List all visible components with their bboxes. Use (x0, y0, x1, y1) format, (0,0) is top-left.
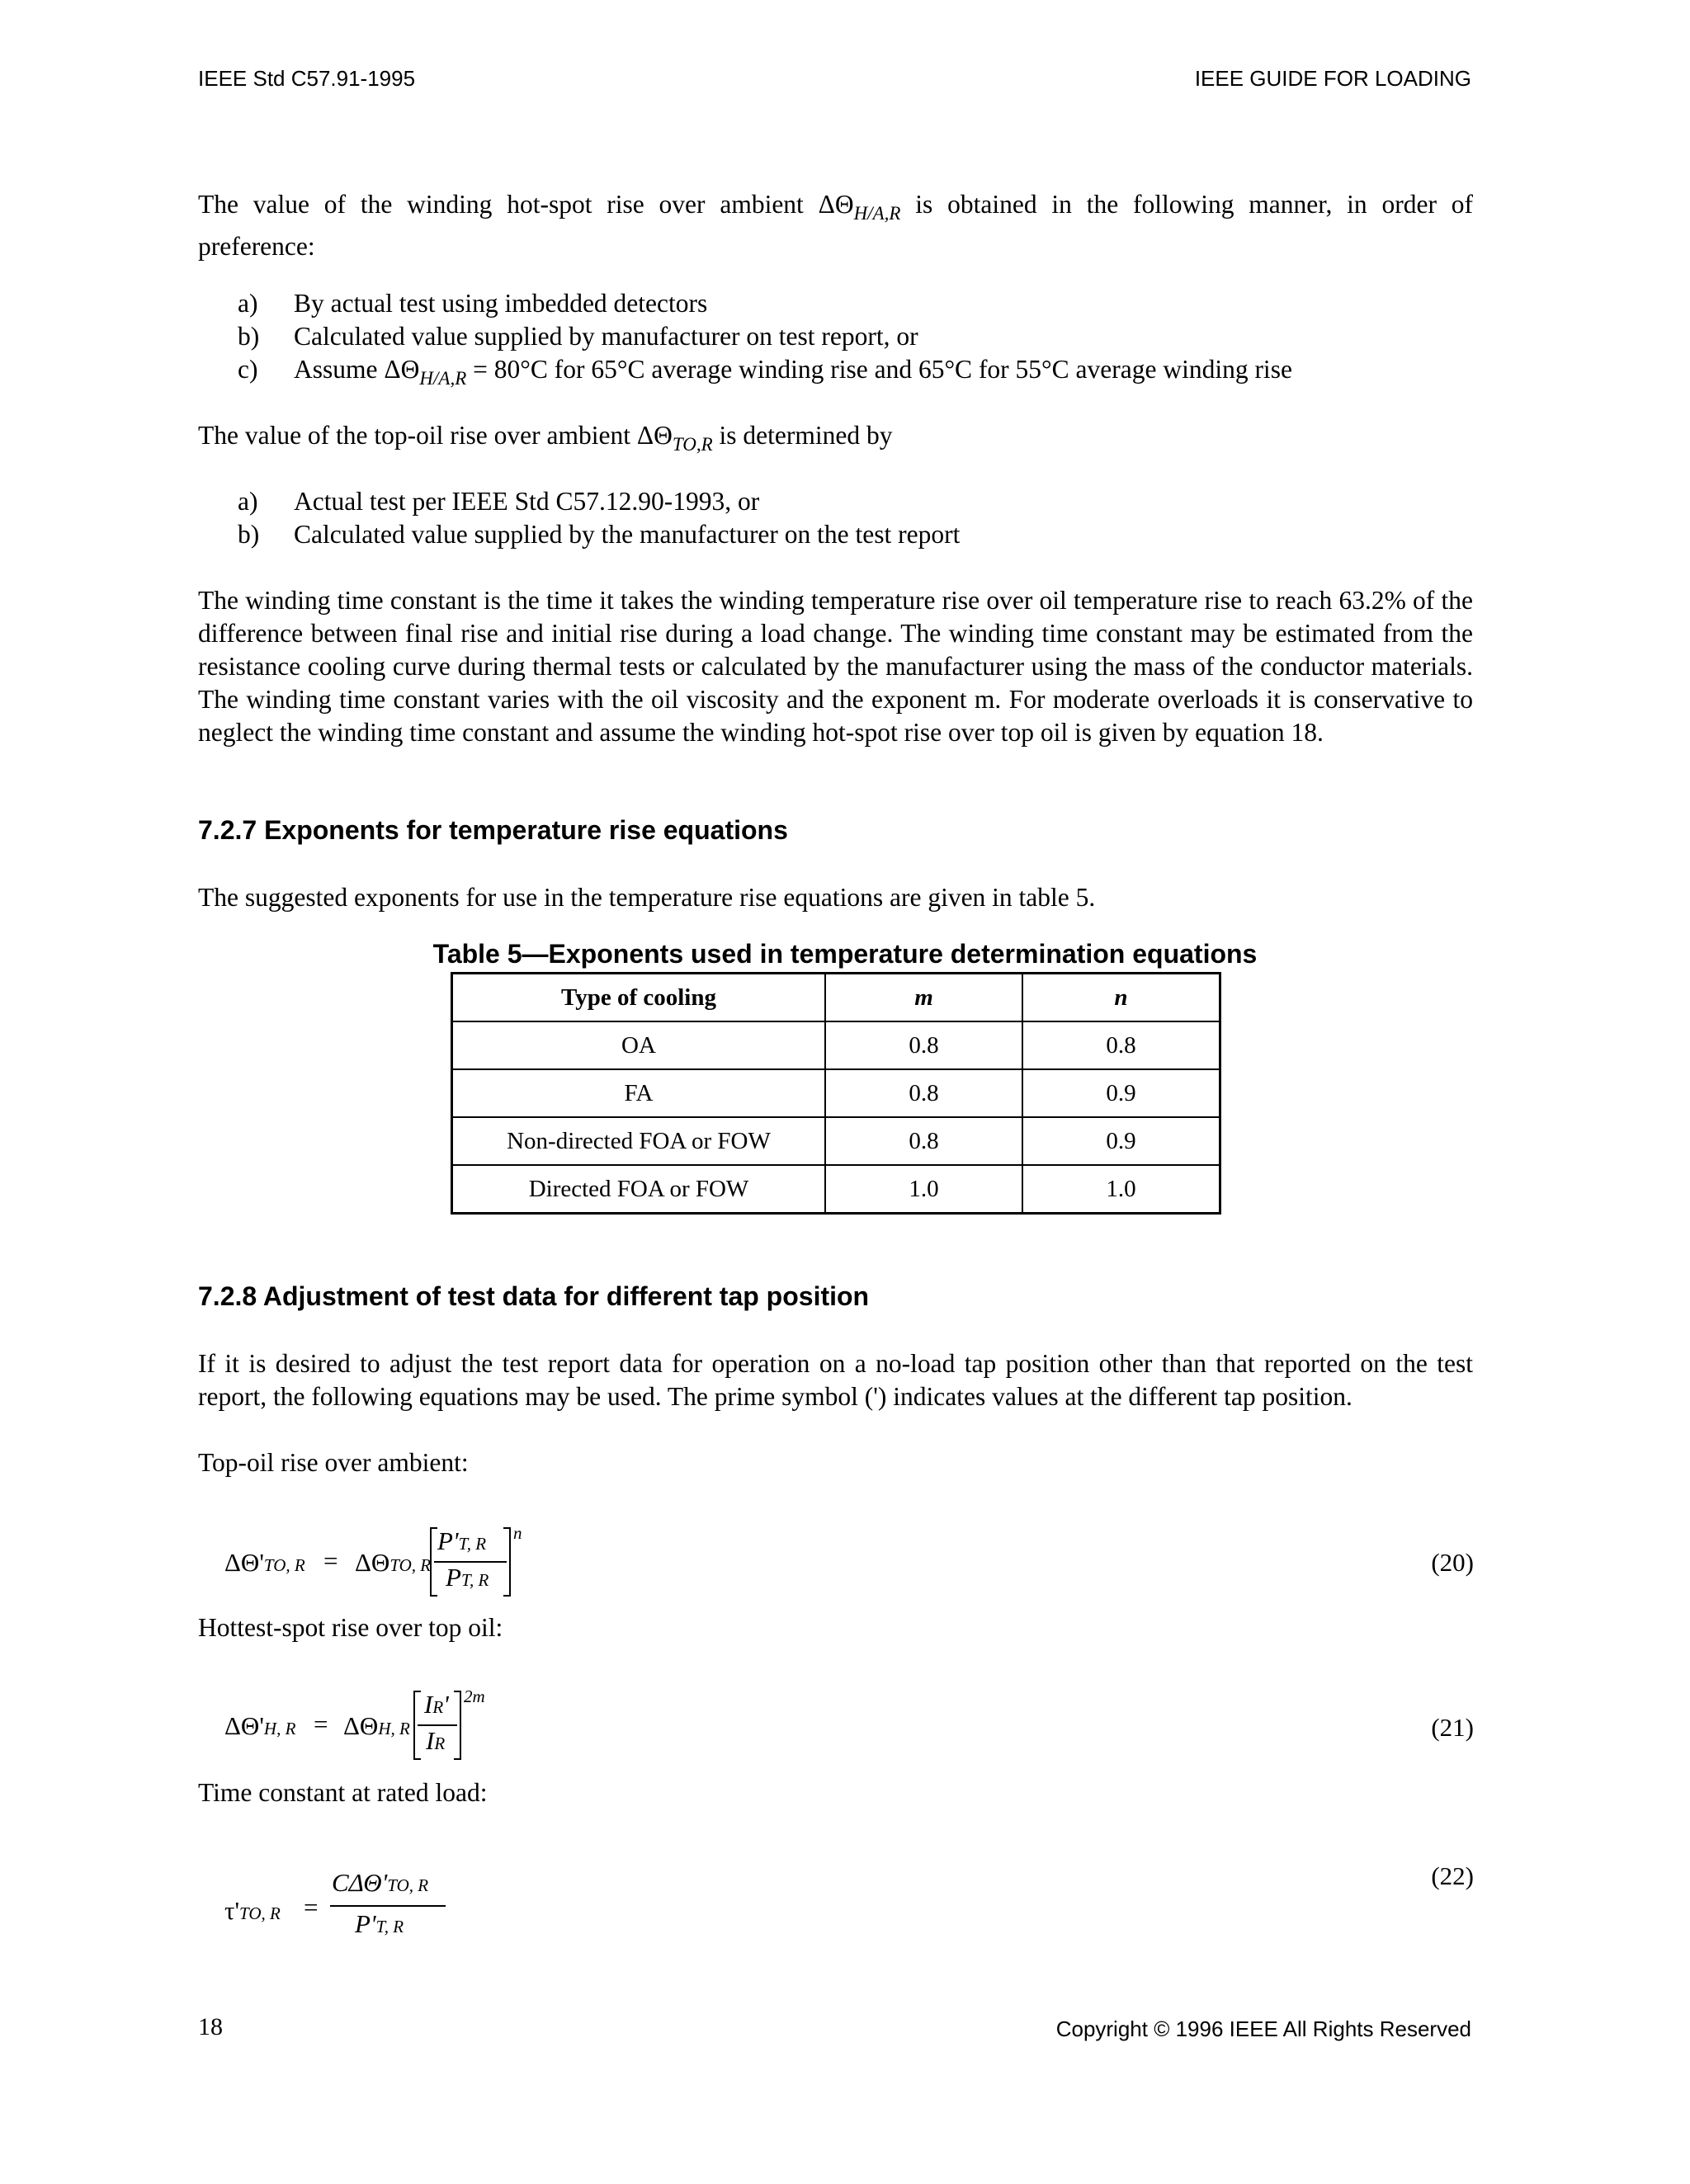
page-number: 18 (198, 2013, 223, 2040)
equation-20: ΔΘ'TO, R = ΔΘTO, R P'T, R PT, R n (198, 1517, 545, 1607)
column-header: Type of cooling (452, 974, 826, 1022)
table-cell: OA (452, 1021, 826, 1069)
bracket-frame (198, 1517, 545, 1607)
section-728-text: If it is desired to adjust the test report data for operation on a no-load tap position other than that reported on the test report, the following equations may be used. The prime symbol (') indicates values at the different tap position. (198, 1349, 1473, 1411)
table-cell: 0.8 (1022, 1021, 1220, 1069)
list-item: a) By actual test using imbedded detectors (238, 289, 708, 318)
hotspot-method-list (238, 287, 1292, 395)
running-header-left: IEEE Std C57.91-1995 (198, 66, 416, 91)
section-727-text: The suggested exponents for use in the temperature rise equations are given in table 5. (198, 883, 1096, 912)
table-cell: 1.0 (1022, 1165, 1220, 1214)
list-item: b) Calculated value supplied by manufacturer on test report, or (238, 322, 918, 351)
section-heading-7-2-7: 7.2.7 Exponents for temperature rise equations (198, 815, 788, 845)
section-heading-7-2-8: 7.2.8 Adjustment of test data for different tap position (198, 1281, 870, 1311)
table-cell: Non-directed FOA or FOW (452, 1117, 826, 1165)
table-cell: FA (452, 1069, 826, 1117)
intro-paragraph (198, 188, 1473, 263)
topoil-method-list (238, 485, 960, 551)
equation-number-20: (20) (1431, 1548, 1474, 1577)
winding-time-constant-paragraph: The winding time constant is the time it takes the winding temperature rise over oil temperature rise to reach 63.2% of the difference between final rise and initial rise during a load change. The winding time constant may be estimated from the resistance cooling curve during thermal tests or calculated by the manufacturer using the mass of the conductor materials. The winding time constant varies with the oil viscosity and the exponent m. For moderate overloads it is conservative to neglect the winding time constant and assume the winding hot-spot rise over top oil is given by equation 18. (198, 586, 1473, 747)
table-row (452, 1117, 1220, 1165)
bracket-frame (198, 1680, 545, 1771)
table-header-row (452, 974, 1220, 1022)
equation-number-21: (21) (1431, 1713, 1474, 1742)
equation-22-label: Time constant at rated load: (198, 1778, 488, 1807)
list-item: a) Actual test per IEEE Std C57.12.90-1993, or (238, 487, 760, 516)
equation-22: τ'TO, R = CΔΘ'TO, R P'T, R (198, 1845, 545, 1952)
table-cell: 0.9 (1022, 1117, 1220, 1165)
table-row (452, 1069, 1220, 1117)
topoil-paragraph: The value of the top-oil rise over ambient $\Delta\Theta_{TO,R}$ is determined by (198, 421, 893, 455)
list-item: c) Assume $\Delta\Theta_{H/A,R} = 80^\circ C$ for 65°C average winding rise and 65°C for 55°C average winding rise (238, 355, 1292, 389)
table-row (452, 1165, 1220, 1214)
table-cell: 1.0 (825, 1165, 1022, 1214)
copyright-notice: Copyright © 1996 IEEE All Rights Reserved (1055, 2017, 1471, 2041)
table-caption: Table 5—Exponents used in temperature determination equations (432, 939, 1258, 969)
table-cell: 0.9 (1022, 1069, 1220, 1117)
exponents-table (451, 972, 1221, 1215)
table-row (452, 1021, 1220, 1069)
equation-21: ΔΘ'H, R = ΔΘH, R IR' IR 2m (198, 1680, 545, 1771)
intro-line-2: preference: (198, 232, 315, 261)
column-header: n (1022, 974, 1220, 1022)
intro-line-1: The value of the winding hot-spot rise over ambient $\Delta\Theta_{H/A,R}$ is obtained in the following manner, in order of (198, 190, 1473, 224)
table-cell: 0.8 (825, 1069, 1022, 1117)
column-header: m (825, 974, 1022, 1022)
equation-20-label: Top-oil rise over ambient: (198, 1448, 469, 1477)
table-cell: 0.8 (825, 1117, 1022, 1165)
list-item: b) Calculated value supplied by the manufacturer on the test report (238, 520, 961, 549)
equation-number-22: (22) (1431, 1861, 1474, 1890)
table-cell: Directed FOA or FOW (452, 1165, 826, 1214)
table-cell: 0.8 (825, 1021, 1022, 1069)
running-header-right: IEEE GUIDE FOR LOADING (1194, 66, 1471, 91)
equation-21-label: Hottest-spot rise over top oil: (198, 1613, 503, 1642)
